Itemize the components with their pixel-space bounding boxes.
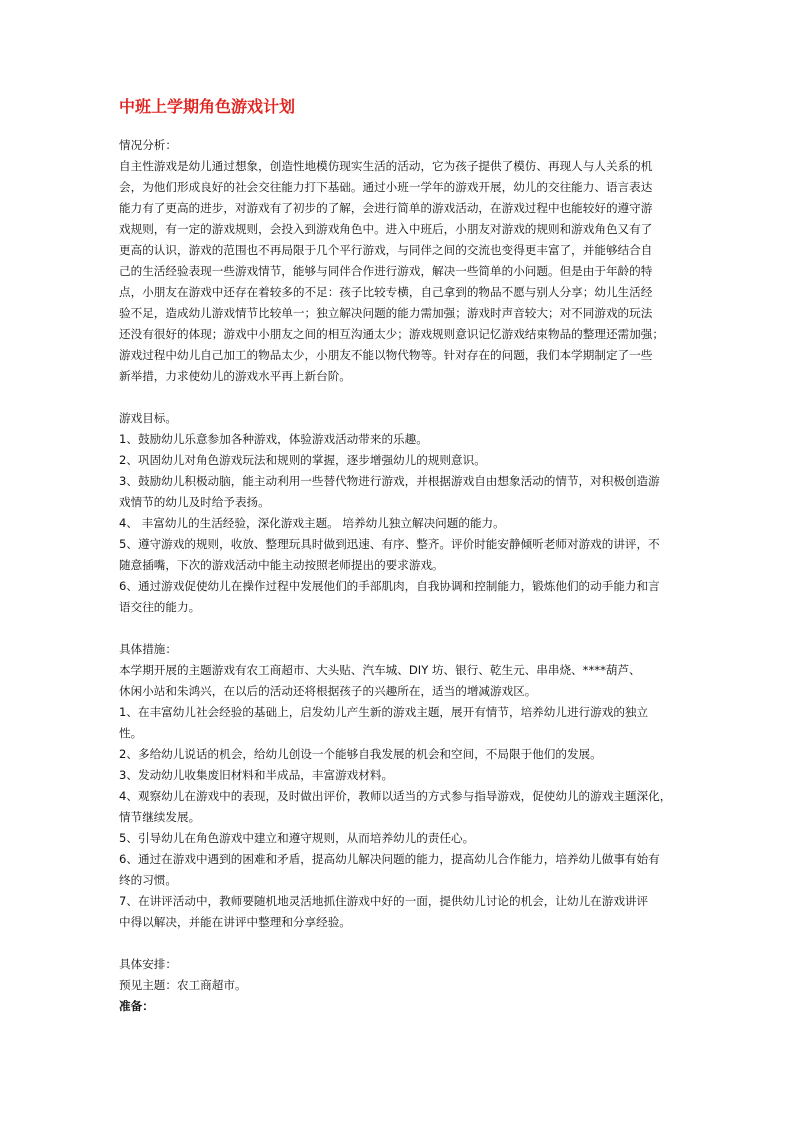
text-line: 验不足，造成幼儿游戏情节比较单一；独立解决问题的能力需加强；游戏时声音较大；对不同游戏的玩法 [119,306,653,320]
text-line: 1、在丰富幼儿社会经验的基础上，启发幼儿产生新的游戏主题，展开有情节，培养幼儿进行游戏的独立 [119,705,649,719]
text-line: 5、引导幼儿在角色游戏中建立和遵守规则，从而培养幼儿的责任心。 [119,831,475,845]
blank-line [119,618,679,639]
blank-line [119,933,679,954]
document-title: 中班上学期角色游戏计划 [119,97,296,116]
text-line: 更高的认识，游戏的范围也不再局限于几个平行游戏，与同伴之间的交流也变得更丰富了，并能够结合自 [119,243,653,257]
document-body [119,96,679,1017]
text-line: 3、鼓励幼儿积极动脑，能主动利用一些替代物进行游戏，并根据游戏自由想象活动的情节，对积极创造游 [119,474,660,488]
text-line: 新举措，力求使幼儿的游戏水平再上新台阶。 [119,369,351,383]
text-line: 性。 [119,726,143,740]
text-line: 预见主题：农工商超市。 [119,978,247,992]
text-line: 会，为他们形成良好的社会交往能力打下基础。通过小班一学年的游戏开展，幼儿的交往能力、语言表达 [119,180,653,194]
text-line: 1、鼓励幼儿乐意参加各种游戏，体验游戏活动带来的乐趣。 [119,432,428,446]
text-line: 准备： [119,999,154,1013]
text-line: 还没有很好的体现；游戏中小朋友之间的相互沟通太少；游戏规则意识记忆游戏结束物品的整理还需加强； [119,327,664,341]
text-line: 语交往的能力。 [119,600,201,614]
text-line: 终的习惯。 [119,873,177,887]
text-line: 戏情节的幼儿及时给予表扬。 [119,495,270,509]
text-line: 本学期开展的主题游戏有农工商超市、大头贴、汽车城、DIY 坊、银行、乾生元、串串烧、****葫芦、 [119,663,641,677]
text-line: 休闲小站和朱鸿兴，在以后的活动还将根据孩子的兴趣所在，适当的增减游戏区。 [119,684,537,698]
text-line: 6、通过游戏促使幼儿在操作过程中发展他们的手部肌肉，自我协调和控制能力，锻炼他们的动手能力和言 [119,579,660,593]
text-line: 4、 丰富幼儿的生活经验，深化游戏主题。 培养幼儿独立解决问题的能力。 [119,516,505,530]
text-line: 6、通过在游戏中遇到的困难和矛盾，提高幼儿解决问题的能力，提高幼儿合作能力，培养幼儿做事有始有 [119,852,660,866]
text-line: 戏规则，有一定的游戏规则，会投入到游戏角色中。进入中班后，小朋友对游戏的规则和游戏角色又有了 [119,222,653,236]
text-line: 4、观察幼儿在游戏中的表现，及时做出评价，教师以适当的方式参与指导游戏，促使幼儿的游戏主题深化， [119,789,672,803]
text-line: 中得以解决，并能在讲评中整理和分享经验。 [119,915,351,929]
text-line: 随意插嘴，下次的游戏活动中能主动按照老师提出的要求游戏。 [119,558,444,572]
text-line: 5、遵守游戏的规则，收放、整理玩具时做到迅速、有序、整齐。评价时能安静倾听老师对游戏的讲评，不 [119,537,660,551]
text-line: 能力有了更高的进步，对游戏有了初步的了解，会进行简单的游戏活动，在游戏过程中也能较好的遵守游 [119,201,653,215]
text-line: 3、发动幼儿收集废旧材料和半成品，丰富游戏材料。 [119,768,394,782]
blank-line [119,387,679,408]
text-line: 游戏目标。 [119,411,177,425]
text-line: 游戏过程中幼儿自己加工的物品太少，小朋友不能以物代物等。针对存在的问题，我们本学期制定了一些 [119,348,653,362]
text-line: 2、巩固幼儿对角色游戏玩法和规则的掌握，逐步增强幼儿的规则意识。 [119,453,486,467]
text-line: 情况分析： [119,138,177,152]
text-line: 情节继续发展。 [119,810,201,824]
text-line: 自主性游戏是幼儿通过想象，创造性地模仿现实生活的活动，它为孩子提供了模仿、再现人与人关系的机 [119,159,653,173]
text-line: 7、在讲评活动中，教师要随机地灵活地抓住游戏中好的一面，提供幼儿讨论的机会，让幼儿在游戏讲评 [119,894,649,908]
text-line: 2、多给幼儿说话的机会，给幼儿创设一个能够自我发展的机会和空间，不局限于他们的发展。 [119,747,602,761]
text-line: 点，小朋友在游戏中还存在着较多的不足：孩子比较专横，自己拿到的物品不愿与别人分享；幼儿生活经 [119,285,653,299]
text-line: 己的生活经验表现一些游戏情节，能够与同伴合作进行游戏，解决一些简单的小问题。但是由于年龄的特 [119,264,653,278]
text-line: 具体安排： [119,957,177,971]
text-line: 具体措施： [119,642,177,656]
document-text [119,135,679,1017]
